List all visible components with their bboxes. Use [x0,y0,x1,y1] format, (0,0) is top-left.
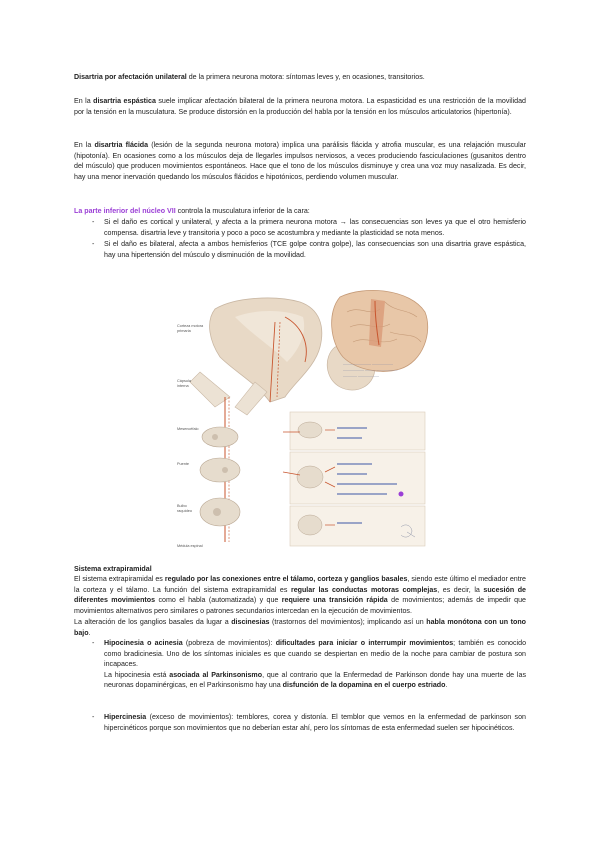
paragraph-ganglios-basales: La alteración de los ganglios basales da lugar a discinesias (trastornos del movimientos); implicando así un habla monótona con un tono bajo. [74,618,526,637]
paragraph-espastica: En la disartria espástica suele implicar afectación bilateral de la primera neurona motora. La espasticidad es una restricción de la movilidad por la tensión en la musculatura. Se produce distorsión en la producción del habla por la tensión en los músculos articulatorios (hipertonía). [74,97,526,116]
list-discinesias [74,638,526,692]
corticobulbar-pathway-figure [175,287,430,560]
svg-text:interna: interna [177,384,189,388]
svg-text:———— ——————: ———— —————— [343,374,379,378]
list-item-hipercinesia: - Hipercinesia (exceso de movimientos): temblores, corea y distonía. El temblor que vemos en la enfermedad de parkinson son hipercinéticos porque son movimientos que no deberían estar ahí, pero los síntomas de esta enfermedad suelen ser hipocinéticos. [92,713,526,732]
paragraph-nucleo-vii: La parte inferior del núcleo VII controla la musculatura inferior de la cara: [74,207,310,215]
svg-text:raquídeo: raquídeo [177,509,192,513]
svg-text:Corteza motora: Corteza motora [177,324,204,328]
paragraph-flacida: En la disartria flácida (lesión de la segunda neurona motora) implica una parálisis flácida y atrofia muscular, es una relajación muscular (hipotonía). En ocasiones como a los músculos deja de llegarles impulsos nerviosos, a veces produciendo fasciculaciones (gusanitos dentro del músculo) que producen movimientos espontáneos. Hace que el tono de los músculos disminuye y crea una voz muy nasalizada. Es decir, hay una menor inervación quedando los músculos flácidos e hipotónicos, perdiendo volumen muscular. [74,141,526,181]
svg-text:Puente: Puente [177,462,190,466]
svg-text:primaria: primaria [177,329,191,333]
svg-text:Cápsula: Cápsula [177,379,191,383]
svg-text:—————— ——— ——————: —————— ——— —————— [343,368,398,372]
section-title-extrapiramidal: Sistema extrapiramidal [74,565,152,573]
paragraph-extrapiramidal: El sistema extrapiramidal es regulado por las conexiones entre el tálamo, corteza y ganglios basales, siendo este último el mediador entre la corteza y el tálamo. La función del sistema extrapiramidal es regular las conductas motoras complejas, es decir, la sucesión de diferentes movimientos como el habla (automatizada) y que requiere una transición rápida de movimientos; además de impedir que movimientos alternativos pero similares o patrones secundarios intercedan en la ejecución de movimientos. [74,575,527,615]
svg-text:Médula espinal: Médula espinal [177,544,203,548]
list-danio [74,217,526,261]
list-hipercinesia [74,712,526,734]
list-item: - Si el daño es cortical y unilateral, y afecta a la primera neurona motora → las consecuencias son leves ya que el otro hemisferio compensa. disartria leve y transitoria y poco a poco se acostumbra y mediante la plasticidad se nota menos. [92,218,526,237]
list-item: - Si el daño es bilateral, afecta a ambos hemisferios (TCE golpe contra golpe), las consecuencias son una disartria grave espástica, hay una hipertensión del músculo y disminución de la movilidad. [92,240,526,259]
svg-text:———————— ——————: ———————— —————— [343,362,393,366]
paragraph-unilateral: Disartria por afectación unilateral de la primera neurona motora: síntomas leves y, en ocasiones, transitorios. [74,73,425,81]
svg-text:Mesencéfalo: Mesencéfalo [177,427,199,431]
svg-text:Bulbo: Bulbo [177,504,187,508]
list-item-hipocinesia: - Hipocinesia o acinesia (pobreza de movimientos): dificultades para iniciar o interrumpir movimientos; también es conocido como bradicinesia. Uno de los síntomas iniciales es que cuando se despiertan en medio de la noche para cambiar de postura son incapaces. La hipocinesia está asociada al Parkinsonismo, que al contrario que la Enfermedad de Parkinson donde hay una muerte de las neuronas dopaminérgicas, en el Parkinsonismo hay una disfunción de la dopamina en el cuerpo estriado. [92,639,527,690]
